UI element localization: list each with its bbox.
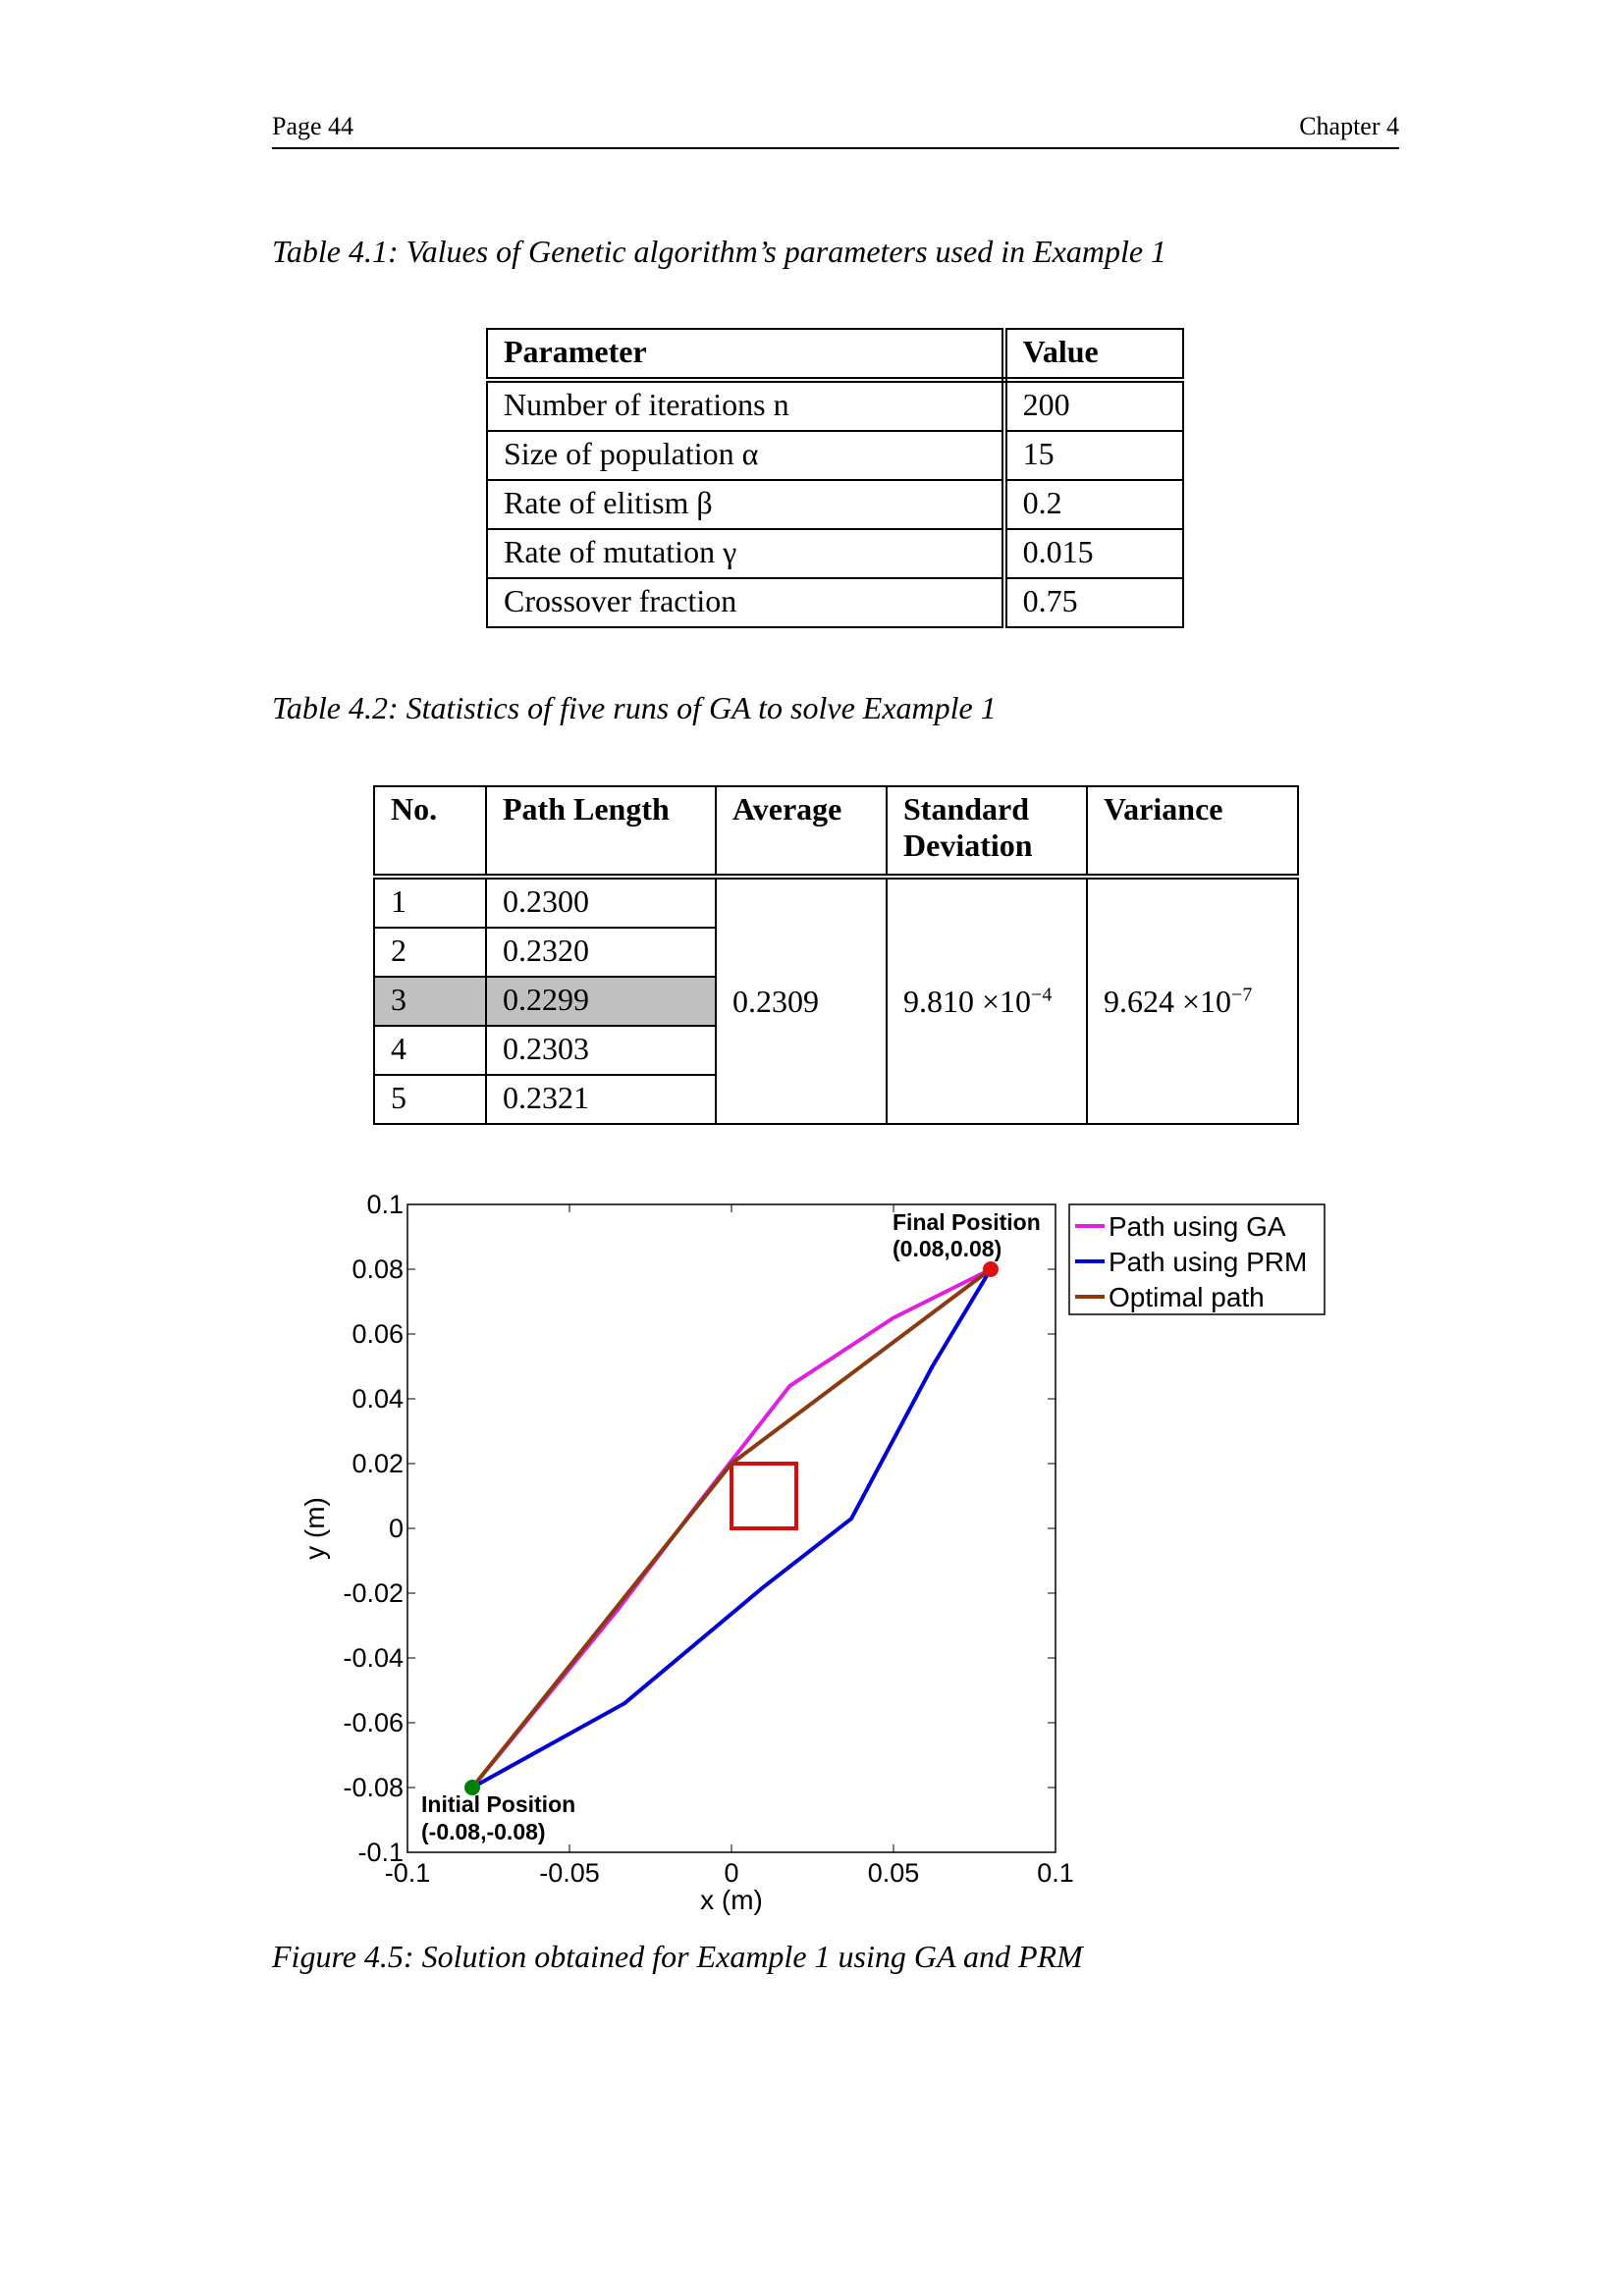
- std-base: 9.810 ×10: [903, 983, 1032, 1019]
- table1-header-value: Value: [1004, 329, 1183, 380]
- table-cell: 4: [374, 1026, 486, 1075]
- table1-header-parameter: Parameter: [487, 329, 1004, 380]
- table-cell: Crossover fraction: [487, 578, 1004, 627]
- obstacle: [731, 1464, 796, 1528]
- x-tick-label: 0.1: [1037, 1858, 1074, 1888]
- x-tick-label: 0.05: [867, 1858, 920, 1888]
- y-tick-label: 0.08: [352, 1255, 404, 1284]
- legend-entry: Path using PRM: [1109, 1247, 1308, 1277]
- table-cell-highlighted: 3: [374, 977, 486, 1026]
- table-row: [374, 877, 1298, 928]
- table-cell: 0.015: [1004, 529, 1183, 578]
- table-row: [487, 380, 1183, 431]
- table-cell: 0.2303: [486, 1026, 716, 1075]
- table-cell: 5: [374, 1075, 486, 1124]
- y-axis-label: y (m): [299, 1497, 330, 1560]
- table-cell: 0.2300: [486, 877, 716, 928]
- y-tick-label: -0.04: [343, 1643, 404, 1673]
- std-cell: [887, 877, 1087, 1124]
- variance-cell: [1087, 877, 1298, 1124]
- parameters-table: [486, 328, 1184, 628]
- y-tick-label: -0.08: [343, 1773, 404, 1802]
- legend-entry: Path using GA: [1109, 1211, 1286, 1242]
- table-cell: Rate of elitism β: [487, 480, 1004, 529]
- table-cell: 200: [1004, 380, 1183, 431]
- initial-position-label: Initial Position: [421, 1791, 576, 1817]
- table-row: [487, 431, 1183, 480]
- x-tick-label: 0: [724, 1858, 739, 1888]
- table2-caption: Table 4.2: Statistics of five runs of GA to solve Example 1: [272, 690, 997, 725]
- table-cell: 2: [374, 928, 486, 977]
- initial-position-coords: (-0.08,-0.08): [421, 1819, 546, 1844]
- table2-header-variance: Variance: [1087, 786, 1298, 877]
- table-cell: 0.2: [1004, 480, 1183, 529]
- table-cell: 0.2321: [486, 1075, 716, 1124]
- x-tick-label: -0.1: [384, 1858, 431, 1888]
- table-cell: Rate of mutation γ: [487, 529, 1004, 578]
- table-cell: Number of iterations n: [487, 380, 1004, 431]
- y-tick-label: -0.1: [357, 1838, 404, 1867]
- table2-header-path-length: Path Length: [486, 786, 716, 877]
- figure: [285, 1183, 1365, 1944]
- y-tick-label: 0.06: [352, 1319, 404, 1349]
- table2-header-average: Average: [716, 786, 887, 877]
- y-tick-label: -0.06: [343, 1708, 404, 1737]
- y-tick-label: 0: [388, 1514, 404, 1543]
- table-cell: 0.75: [1004, 578, 1183, 627]
- table-cell-highlighted: 0.2299: [486, 977, 716, 1026]
- table-row: [487, 578, 1183, 627]
- table2-header-no: No.: [374, 786, 486, 877]
- table-cell: 1: [374, 877, 486, 928]
- final-position-coords: (0.08,0.08): [893, 1236, 1002, 1261]
- table-row: [487, 529, 1183, 578]
- y-tick-label: -0.02: [343, 1578, 404, 1608]
- y-tick-label: 0.02: [352, 1449, 404, 1478]
- table1-caption: Table 4.1: Values of Genetic algorithm’s parameters used in Example 1: [272, 234, 1167, 269]
- chapter-label: Chapter 4: [1299, 112, 1399, 140]
- y-tick-label: 0.04: [352, 1384, 404, 1414]
- variance-exponent: −7: [1231, 983, 1253, 1005]
- x-axis-label: x (m): [700, 1885, 763, 1915]
- statistics-table: [373, 785, 1299, 1125]
- legend-entry: Optimal path: [1109, 1282, 1265, 1312]
- table-cell: 0.2320: [486, 928, 716, 977]
- page-number: Page 44: [272, 112, 354, 140]
- path-chart: [285, 1183, 1365, 1939]
- figure-caption: Figure 4.5: Solution obtained for Example 1 using GA and PRM: [272, 1939, 1083, 1974]
- table-row: [487, 480, 1183, 529]
- table-cell: Size of population α: [487, 431, 1004, 480]
- table-cell: 15: [1004, 431, 1183, 480]
- position-marker: [983, 1261, 999, 1277]
- y-tick-label: 0.1: [366, 1190, 404, 1219]
- average-cell: 0.2309: [716, 877, 887, 1124]
- variance-base: 9.624 ×10: [1104, 983, 1232, 1019]
- x-tick-label: -0.05: [539, 1858, 600, 1888]
- final-position-label: Final Position: [893, 1209, 1041, 1235]
- table2-header-std: Standard Deviation: [887, 786, 1087, 877]
- page-header: [272, 108, 1399, 149]
- std-exponent: −4: [1031, 983, 1053, 1005]
